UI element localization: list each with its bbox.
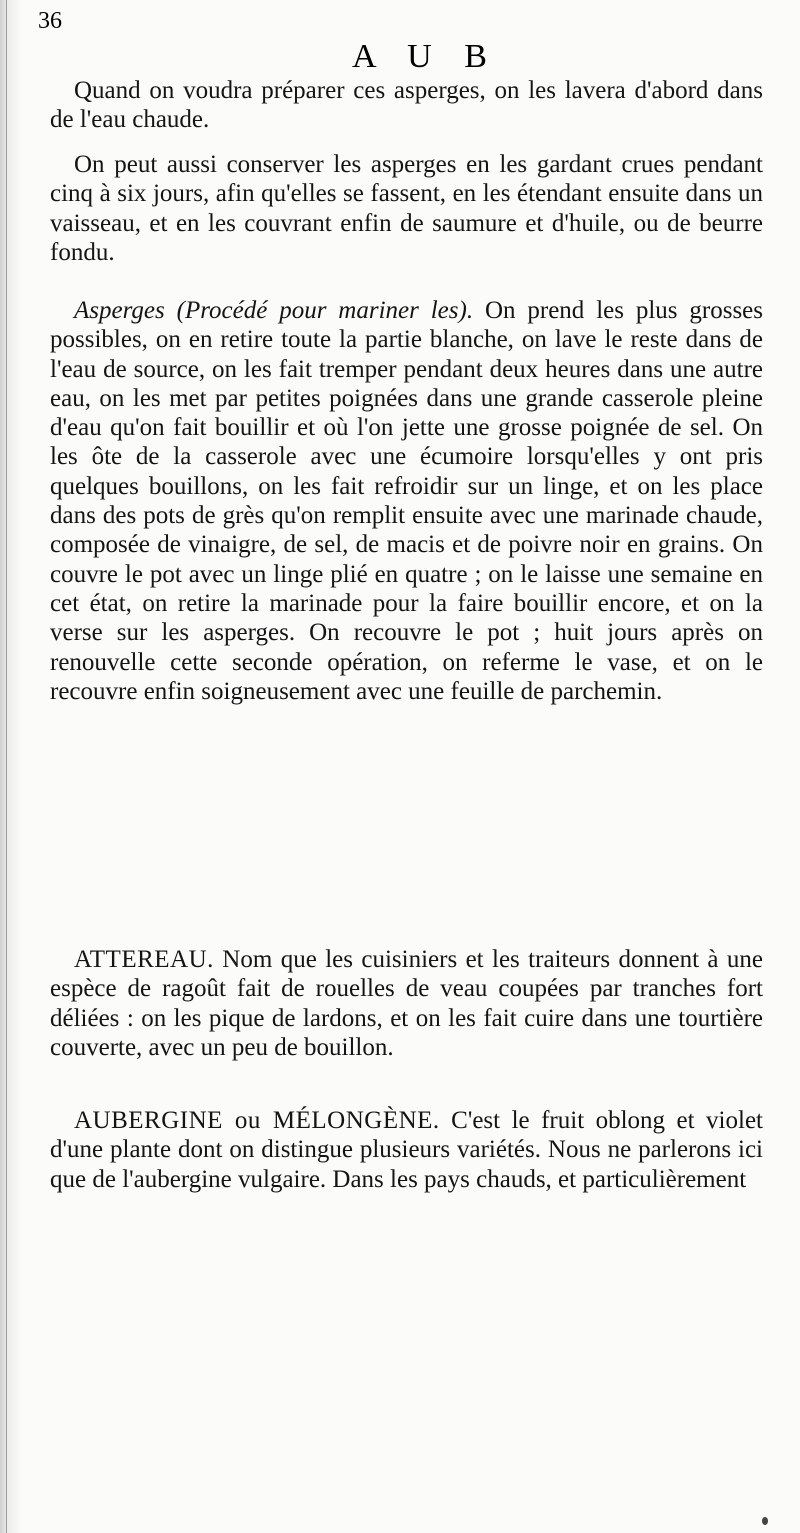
entry-term: ATTEREAU. [74, 946, 214, 973]
entry-aubergine [50, 1106, 763, 1194]
running-head: A U B [352, 38, 499, 75]
entry-term-note: (Procédé pour mariner les). [176, 297, 474, 324]
entry-body: C'est le fruit oblong et violet d'une plante dont on distingue plusieurs variétés. Nous ne parlerons ici que de l'aubergine vulgaire. Dans les pays chauds, et particulièrement [50, 1107, 763, 1193]
entry-term: Asperges [74, 297, 165, 324]
entry-term: AUBERGINE ou MÉLONGÈNE. [74, 1107, 440, 1134]
paragraph-text: Quand on voudra préparer ces asperges, on les lavera d'abord dans de l'eau chaude. [50, 77, 763, 134]
paragraph-asperges-conservation [50, 150, 763, 267]
page-gutter [0, 0, 22, 1533]
page-number: 36 [38, 8, 62, 34]
entry-body: On prend les plus grosses possibles, on en retire toute la partie blanche, on lave le reste dans de l'eau de source, on les fait tremper pendant deux heures dans une autre eau, on les met par petites poignées dans une grande casserole pleine d'eau qu'on fait bouillir et où l'on jette une grosse poignée de sel. On les ôte de la casserole avec une écumoire lorsqu'elles y ont pris quelques bouillons, on les fait refroidir sur un linge, et on les place dans des pots de grès qu'on remplit ensuite avec une marinade chaude, composée de vinaigre, de sel, de macis et de poivre noir en grains. On couvre le pot avec un linge plié en quatre ; on le laisse une semaine en cet état, on retire la marinade pour la faire bouillir encore, et on la verse sur les asperges. On recouvre le pot ; huit jours après on renouvelle cette seconde opération, on referme le vase, et on le recouvre enfin soigneusement avec une feuille de parchemin. [50, 297, 764, 705]
paragraph-asperges-lavage [50, 76, 763, 135]
ink-spot [762, 1517, 768, 1525]
entry-body: Nom que les cuisiniers et les traiteurs donnent à une espèce de ragoût fait de rouelles de veau coupées par tranches fort déliées : on les pique de lardons, et on les fait cuire dans une tourtière couverte, avec un peu de bouillon. [50, 946, 763, 1061]
entry-asperges-mariner [50, 296, 763, 706]
paragraph-text: On peut aussi conserver les asperges en les gardant crues pendant cinq à six jours, afin qu'elles se fassent, en les étendant ensuite dans un vaisseau, et en les couvrant enfin de saumure et d'huile, ou de beurre fondu. [50, 151, 763, 266]
entry-attereau [50, 945, 763, 1062]
